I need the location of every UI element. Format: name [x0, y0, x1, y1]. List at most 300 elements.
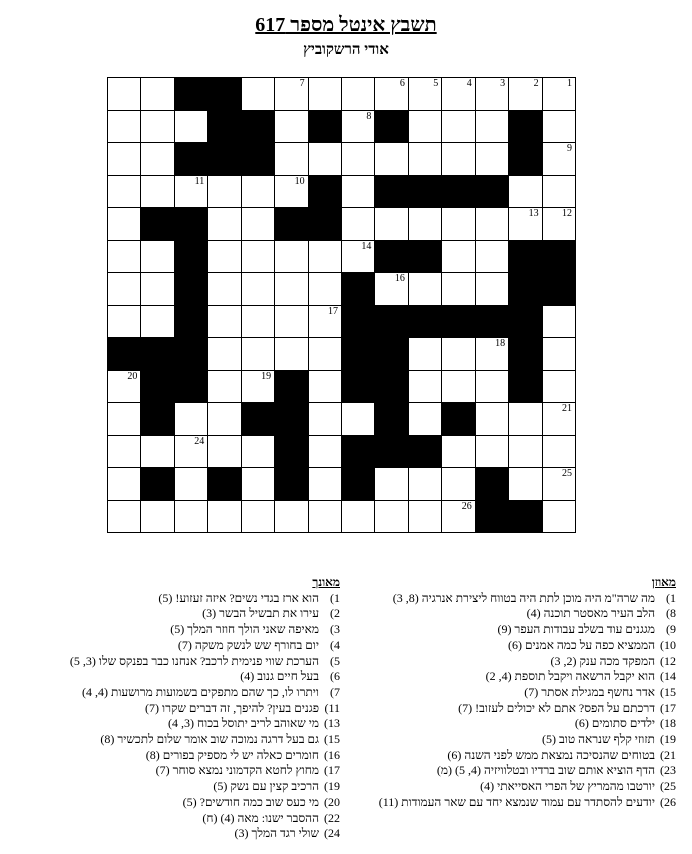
down-clue — [110, 638, 340, 654]
black-cell — [341, 272, 375, 306]
grid-cell[interactable] — [341, 500, 375, 534]
down-clue — [110, 701, 340, 717]
clue-text: הוא יקבל הרשאה ויקבל תוספת (4, 2) — [485, 669, 655, 684]
grid-cell[interactable] — [207, 305, 241, 339]
grid-cell[interactable] — [542, 435, 576, 469]
black-cell — [174, 272, 208, 306]
grid-cell[interactable] — [107, 370, 141, 404]
grid-cell[interactable] — [542, 305, 576, 339]
grid-cell[interactable] — [107, 500, 141, 534]
cell-number: 22 — [461, 403, 472, 414]
grid-cell[interactable] — [408, 142, 442, 176]
clue-number: 3) — [330, 622, 340, 637]
grid-cell[interactable] — [542, 467, 576, 501]
clue-number: 1) — [330, 590, 340, 605]
grid-cell[interactable] — [207, 500, 241, 534]
grid-cell[interactable] — [475, 370, 509, 404]
grid-cell[interactable] — [274, 142, 308, 176]
grid-cell[interactable] — [107, 240, 141, 274]
grid-cell[interactable] — [308, 435, 342, 469]
clue-number: 15) — [660, 684, 676, 699]
clue-number: 11) — [324, 700, 340, 715]
across-clue — [376, 622, 676, 638]
grid-cell[interactable] — [140, 240, 174, 274]
clue-number: 6) — [330, 669, 340, 684]
grid-cell[interactable] — [241, 305, 275, 339]
black-cell — [441, 402, 475, 436]
grid-cell[interactable] — [508, 175, 542, 209]
black-cell — [475, 467, 509, 501]
black-cell — [174, 240, 208, 274]
grid-cell[interactable] — [308, 305, 342, 339]
black-cell — [308, 110, 342, 144]
grid-cell[interactable] — [241, 435, 275, 469]
grid-cell[interactable] — [140, 77, 174, 111]
down-clue — [110, 779, 340, 795]
down-clue — [100, 732, 340, 748]
clue-text: אדר נחשף במגילת אסתר (7) — [524, 684, 655, 699]
black-cell — [341, 370, 375, 404]
grid-cell[interactable] — [508, 402, 542, 436]
clue-number: 19) — [324, 779, 340, 794]
grid-cell[interactable] — [508, 207, 542, 241]
grid-cell[interactable] — [408, 77, 442, 111]
grid-cell[interactable] — [542, 207, 576, 241]
down-clue — [110, 716, 340, 732]
grid-cell[interactable] — [107, 402, 141, 436]
black-cell — [542, 272, 576, 306]
clue-number: 2) — [330, 606, 340, 621]
grid-cell[interactable] — [274, 305, 308, 339]
black-cell — [174, 370, 208, 404]
black-cell — [174, 207, 208, 241]
clue-text: בעל חיים גנוב (4) — [240, 669, 319, 684]
black-cell — [341, 305, 375, 339]
grid-cell[interactable] — [241, 467, 275, 501]
grid-cell[interactable] — [107, 207, 141, 241]
clue-text: מאיפה שאני הולך חוזר המלך (5) — [170, 622, 319, 637]
grid-cell[interactable] — [274, 272, 308, 306]
grid-cell[interactable] — [274, 175, 308, 209]
grid-cell[interactable] — [140, 435, 174, 469]
grid-cell[interactable] — [408, 337, 442, 371]
cell-number: 18 — [495, 338, 506, 349]
grid-cell[interactable] — [374, 142, 408, 176]
grid-cell[interactable] — [107, 467, 141, 501]
grid-cell[interactable] — [475, 240, 509, 274]
grid-cell[interactable] — [241, 272, 275, 306]
black-cell — [274, 370, 308, 404]
grid-cell[interactable] — [341, 110, 375, 144]
grid-cell[interactable] — [308, 272, 342, 306]
grid-cell[interactable] — [408, 402, 442, 436]
black-cell — [408, 305, 442, 339]
grid-cell[interactable] — [475, 207, 509, 241]
grid-cell[interactable] — [475, 142, 509, 176]
clue-number: 23) — [660, 763, 676, 778]
grid-cell[interactable] — [207, 435, 241, 469]
grid-cell[interactable] — [274, 240, 308, 274]
grid-cell[interactable] — [542, 402, 576, 436]
across-clue — [376, 654, 676, 670]
cell-number: 24 — [194, 435, 205, 447]
grid-cell[interactable] — [341, 142, 375, 176]
black-cell — [374, 435, 408, 469]
clue-text: מה שרה"מ היה מוכן לתת היה בטווח ליצירת אנרגיה (8, 3) — [392, 590, 655, 605]
clue-text: חומרים כאלה יש לי מספיק בפורים (8) — [145, 747, 319, 762]
grid-cell[interactable] — [341, 175, 375, 209]
clue-number: 9) — [666, 622, 676, 637]
black-cell — [140, 370, 174, 404]
grid-cell[interactable] — [241, 370, 275, 404]
grid-cell[interactable] — [308, 142, 342, 176]
grid-cell[interactable] — [341, 77, 375, 111]
black-cell — [308, 207, 342, 241]
grid-cell[interactable] — [341, 207, 375, 241]
clue-number: 7) — [330, 684, 340, 699]
black-cell — [241, 142, 275, 176]
clue-text: בטוחים שהנסיכה נמצאת ממש לפני השנה (6) — [447, 747, 655, 762]
black-cell — [374, 370, 408, 404]
grid-cell[interactable] — [241, 207, 275, 241]
black-cell — [241, 402, 275, 436]
cell-number: 15 — [561, 273, 572, 284]
clue-text: המפקד מכה ענק (2, 3) — [550, 653, 655, 668]
clue-number: 17) — [660, 700, 676, 715]
grid-cell[interactable] — [140, 142, 174, 176]
grid-cell[interactable] — [374, 500, 408, 534]
black-cell — [207, 110, 241, 144]
clue-number: 18) — [660, 716, 676, 731]
grid-cell[interactable] — [542, 142, 576, 176]
across-clue — [376, 732, 676, 748]
black-cell — [174, 142, 208, 176]
black-cell — [408, 435, 442, 469]
grid-cell[interactable] — [441, 370, 475, 404]
black-cell — [475, 500, 509, 534]
across-clue — [376, 591, 676, 607]
grid-cell[interactable] — [207, 272, 241, 306]
black-cell — [475, 175, 509, 209]
clue-text: הוא ארז בגדי נשים? איזה זעזוע! (5) — [158, 590, 319, 605]
grid-cell[interactable] — [441, 337, 475, 371]
across-clue — [376, 763, 676, 779]
cell-number: 10 — [294, 175, 305, 187]
grid-cell[interactable] — [508, 435, 542, 469]
cell-number: 1 — [566, 78, 572, 89]
black-cell — [174, 77, 208, 111]
grid-cell[interactable] — [542, 175, 576, 209]
clue-text: ויתרו לו, כך שהם מתפקים בשמועות מרושעות (4, 4) — [82, 684, 319, 699]
black-cell — [374, 305, 408, 339]
clue-text: הממציא כפה על כמה אמנים (6) — [508, 637, 655, 652]
grid-cell[interactable] — [207, 240, 241, 274]
grid-cell[interactable] — [174, 435, 208, 469]
clue-number: 15) — [324, 732, 340, 747]
across-clue — [376, 779, 676, 795]
clue-number: 8) — [666, 606, 676, 621]
grid-cell[interactable] — [408, 370, 442, 404]
grid-cell[interactable] — [508, 467, 542, 501]
grid-cell[interactable] — [341, 240, 375, 274]
grid-cell[interactable] — [140, 110, 174, 144]
black-cell — [508, 370, 542, 404]
down-clue — [69, 653, 340, 670]
grid-cell[interactable] — [207, 207, 241, 241]
clue-text: הלב העיר מאסטר תוכנה (4) — [526, 606, 655, 621]
black-cell — [140, 207, 174, 241]
grid-cell[interactable] — [308, 240, 342, 274]
grid-cell[interactable] — [107, 77, 141, 111]
grid-cell[interactable] — [274, 110, 308, 144]
grid-cell[interactable] — [308, 337, 342, 371]
grid-cell[interactable] — [441, 272, 475, 306]
grid-cell[interactable] — [475, 402, 509, 436]
grid-cell[interactable] — [408, 110, 442, 144]
down-clue — [110, 606, 340, 622]
grid-cell[interactable] — [374, 467, 408, 501]
across-clue — [376, 669, 676, 685]
black-cell — [508, 305, 542, 339]
clue-text: מחוץ לחטא הקדמוני נמצא סוחר (7) — [155, 763, 319, 778]
cell-number: 26 — [461, 500, 472, 512]
black-cell — [374, 110, 408, 144]
black-cell — [341, 337, 375, 371]
grid-cell[interactable] — [174, 467, 208, 501]
grid-cell[interactable] — [107, 272, 141, 306]
clue-number: 10) — [660, 637, 676, 652]
black-cell — [508, 110, 542, 144]
grid-cell[interactable] — [441, 110, 475, 144]
clue-text: ההסבר ישנו: מאה (4) (ח) — [202, 810, 319, 825]
grid-cell[interactable] — [542, 370, 576, 404]
grid-cell[interactable] — [274, 77, 308, 111]
clue-text: מי כעס שוב כמה חודשים? (5) — [182, 794, 319, 809]
grid-cell[interactable] — [374, 77, 408, 111]
grid-cell[interactable] — [308, 467, 342, 501]
grid-cell[interactable] — [241, 240, 275, 274]
black-cell — [374, 240, 408, 274]
cell-number: 8 — [366, 110, 372, 122]
grid-cell[interactable] — [107, 435, 141, 469]
grid-cell[interactable] — [441, 142, 475, 176]
down-clue — [110, 622, 340, 638]
grid-cell[interactable] — [475, 337, 509, 371]
grid-cell[interactable] — [308, 500, 342, 534]
clue-number: 13) — [324, 716, 340, 731]
clue-text: פגנים בעין? להיפך, זה דברים שקרו (7) — [145, 700, 319, 715]
grid-cell[interactable] — [542, 337, 576, 371]
black-cell — [274, 207, 308, 241]
cell-number: 5 — [433, 78, 439, 89]
clue-text: דרכתם על הפס? אתם לא יכולים לעזוב! (7) — [458, 700, 655, 715]
black-cell — [441, 305, 475, 339]
cell-number: 20 — [127, 370, 138, 382]
black-cell — [174, 337, 208, 371]
grid-cell[interactable] — [140, 305, 174, 339]
grid-cell[interactable] — [408, 207, 442, 241]
grid-cell[interactable] — [308, 402, 342, 436]
grid-cell[interactable] — [241, 500, 275, 534]
black-cell — [475, 305, 509, 339]
grid-cell[interactable] — [475, 77, 509, 111]
grid-cell[interactable] — [107, 175, 141, 209]
cell-number: 6 — [399, 78, 405, 89]
cell-number: 11 — [194, 175, 205, 187]
grid-cell[interactable] — [374, 272, 408, 306]
black-cell — [207, 142, 241, 176]
grid-cell[interactable] — [374, 207, 408, 241]
down-clue — [82, 684, 340, 701]
grid-cell[interactable] — [441, 467, 475, 501]
grid-cell[interactable] — [207, 175, 241, 209]
black-cell — [441, 175, 475, 209]
grid-cell[interactable] — [207, 337, 241, 371]
grid-cell[interactable] — [207, 370, 241, 404]
black-cell — [207, 467, 241, 501]
grid-cell[interactable] — [274, 337, 308, 371]
black-cell — [174, 305, 208, 339]
cell-number: 19 — [261, 370, 272, 382]
grid-cell[interactable] — [475, 272, 509, 306]
black-cell — [274, 435, 308, 469]
grid-cell[interactable] — [140, 500, 174, 534]
grid-cell[interactable] — [140, 272, 174, 306]
across-clues — [376, 575, 676, 811]
clue-number: 19) — [660, 732, 676, 747]
clue-text: מי שאוהב לריב יתוסל בכוח (3, 4) — [168, 716, 319, 731]
grid-cell[interactable] — [140, 175, 174, 209]
clue-number: 21) — [660, 747, 676, 762]
cell-number: 3 — [500, 78, 506, 89]
clue-number: 16) — [324, 747, 340, 762]
clue-number: 17) — [324, 763, 340, 778]
grid-cell[interactable] — [441, 240, 475, 274]
grid-cell[interactable] — [441, 435, 475, 469]
clue-text: הרכיב קצין עם נשק (5) — [213, 779, 319, 794]
grid-cell[interactable] — [241, 337, 275, 371]
cell-number: 7 — [299, 78, 305, 89]
clue-text: יודעים להסתדר עם עמוד שנמצא יחד עם שאר העמודות (11) — [378, 794, 655, 809]
clue-text: יורטבו מהמריץ של הפרי האסייאתי (4) — [480, 779, 655, 794]
grid-cell[interactable] — [241, 77, 275, 111]
down-clue — [110, 826, 340, 842]
cell-number: 16 — [394, 273, 405, 284]
across-clue — [376, 606, 676, 622]
cell-number: 14 — [361, 240, 372, 252]
grid-cell[interactable] — [542, 500, 576, 534]
grid-cell[interactable] — [408, 500, 442, 534]
clue-text: תזוזי קלף שנראה טוב (5) — [542, 732, 655, 747]
across-clue — [376, 685, 676, 701]
puzzle-author: אודי הרשקוביץ — [303, 42, 389, 58]
black-cell — [408, 240, 442, 274]
black-cell — [207, 77, 241, 111]
cell-number: 4 — [466, 78, 472, 89]
clue-text: מגגנים עוד בשלב עבודות העפר (9) — [497, 622, 655, 637]
down-clue — [110, 591, 340, 607]
cell-number: 23 — [394, 435, 405, 447]
grid-cell[interactable] — [107, 305, 141, 339]
clue-text: ילדים סתומים (6) — [574, 716, 655, 731]
grid-cell[interactable] — [475, 435, 509, 469]
cell-number: 25 — [561, 468, 572, 479]
black-cell — [508, 142, 542, 176]
clue-number: 25) — [660, 779, 676, 794]
black-cell — [140, 467, 174, 501]
cell-number: 21 — [561, 403, 572, 414]
black-cell — [542, 240, 576, 274]
black-cell — [508, 272, 542, 306]
black-cell — [107, 337, 141, 371]
black-cell — [341, 467, 375, 501]
clue-number: 1) — [666, 590, 676, 605]
grid-cell[interactable] — [542, 77, 576, 111]
across-header: מאוזן — [651, 575, 676, 589]
grid-cell[interactable] — [441, 207, 475, 241]
clue-number: 14) — [660, 669, 676, 684]
black-cell — [508, 240, 542, 274]
clue-text: הערכת שווי פנימית לרכב? אנחנו כבר בפנקס שלו (3, 5) — [69, 653, 319, 668]
black-cell — [341, 435, 375, 469]
grid-cell[interactable] — [475, 110, 509, 144]
down-clue-list — [69, 590, 340, 842]
clue-text: שולי רגד המלך (3) — [234, 826, 319, 841]
grid-cell[interactable] — [174, 402, 208, 436]
grid-cell[interactable] — [308, 77, 342, 111]
clue-text: הדף הוציא אותם שוב ברדיו ובטלוויזיה (4, 5) (מ) — [436, 763, 655, 778]
down-clue — [110, 748, 340, 764]
clue-text: גם בעל דרגה נמוכה שוב אומר שלום לתכשיר (8) — [100, 732, 319, 747]
clue-number: 12) — [660, 653, 676, 668]
grid-cell[interactable] — [441, 77, 475, 111]
grid-cell[interactable] — [207, 402, 241, 436]
black-cell — [308, 175, 342, 209]
grid-cell[interactable] — [441, 500, 475, 534]
grid-cell[interactable] — [508, 77, 542, 111]
clue-text: עירו את תבשיל הבשר (3) — [202, 606, 319, 621]
grid-cell[interactable] — [408, 467, 442, 501]
down-clue — [110, 795, 340, 811]
across-clue — [376, 748, 676, 764]
crossword-grid — [107, 77, 575, 532]
grid-cell[interactable] — [542, 110, 576, 144]
clue-number: 24) — [324, 826, 340, 841]
grid-cell[interactable] — [107, 110, 141, 144]
grid-cell[interactable] — [341, 402, 375, 436]
grid-cell[interactable] — [241, 175, 275, 209]
grid-cell[interactable] — [174, 175, 208, 209]
across-clue — [376, 795, 676, 811]
black-cell — [140, 402, 174, 436]
grid-cell[interactable] — [274, 500, 308, 534]
grid-cell[interactable] — [408, 272, 442, 306]
across-clue-list — [376, 591, 676, 811]
grid-cell[interactable] — [308, 370, 342, 404]
black-cell — [508, 337, 542, 371]
black-cell — [274, 402, 308, 436]
grid-cell[interactable] — [174, 110, 208, 144]
clue-text: יום בחורף שש לנשק משקה (7) — [177, 637, 319, 652]
cell-number: 13 — [528, 208, 539, 219]
cell-number: 17 — [327, 305, 338, 317]
grid-cell[interactable] — [174, 500, 208, 534]
across-clue — [376, 701, 676, 717]
grid-cell[interactable] — [107, 142, 141, 176]
clue-number: 5) — [330, 653, 340, 668]
black-cell — [274, 467, 308, 501]
down-clue — [110, 669, 340, 685]
